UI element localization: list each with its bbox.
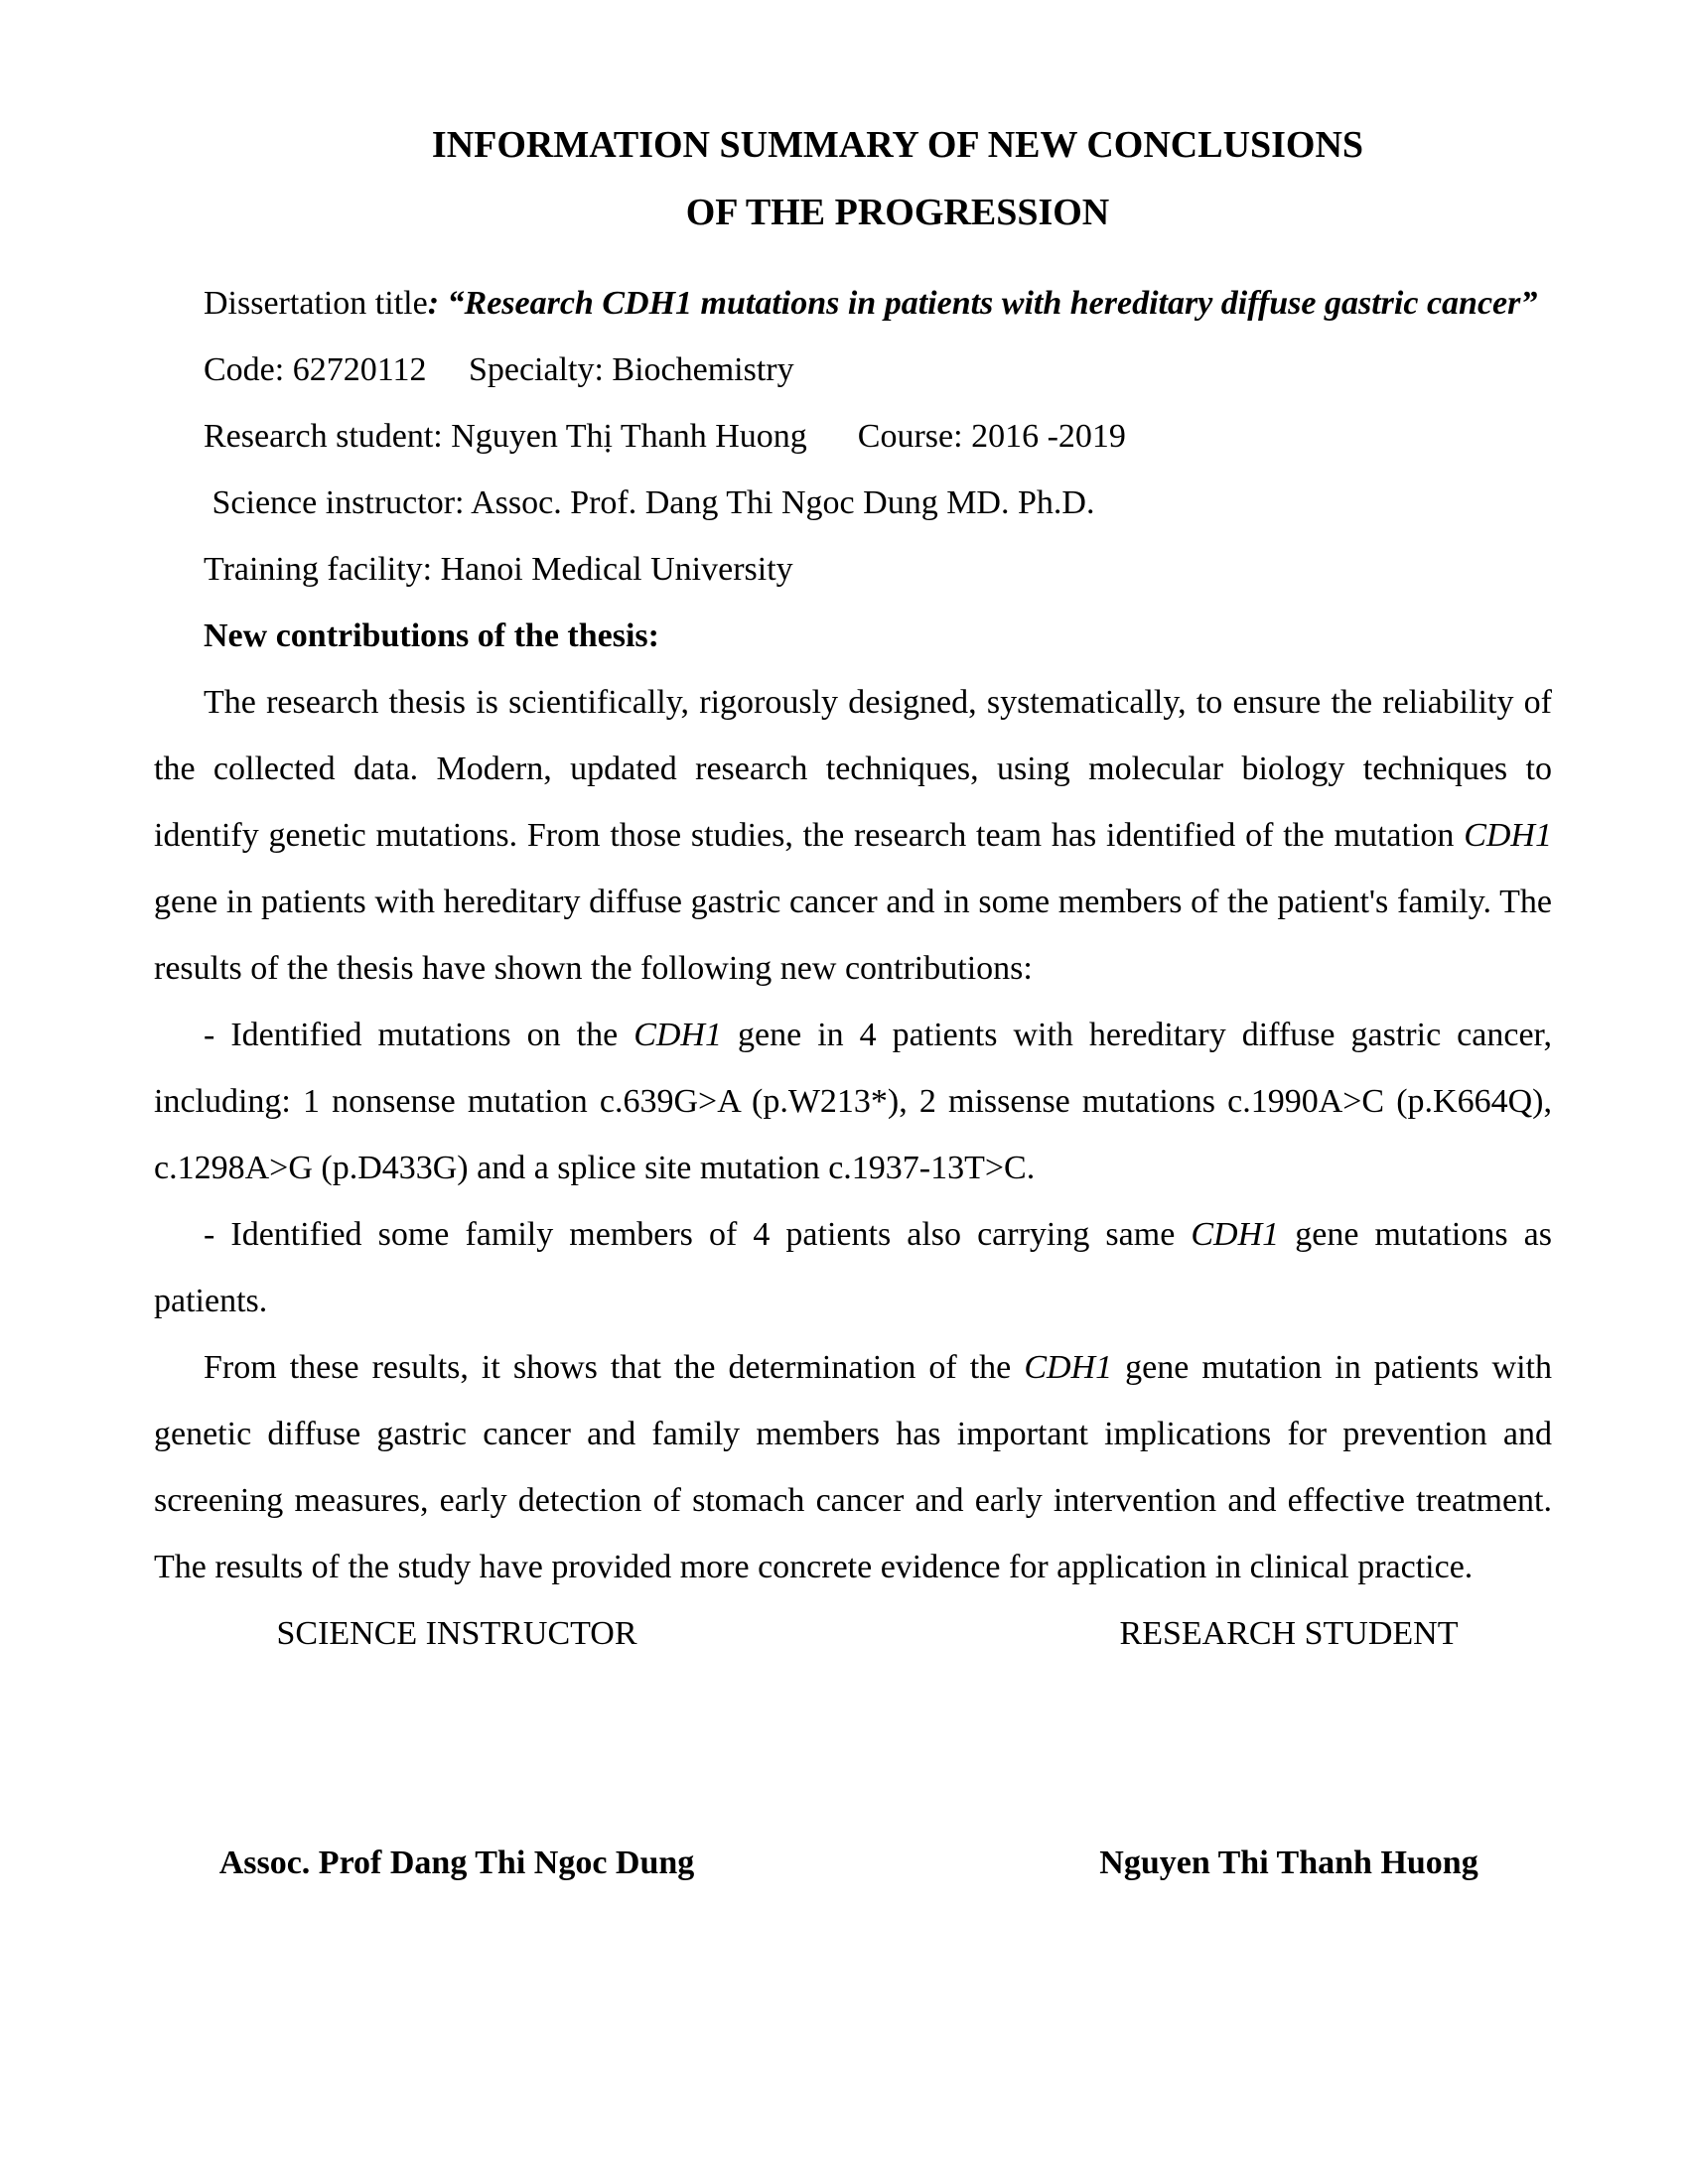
title-line-2: OF THE PROGRESSION: [685, 192, 1110, 233]
body-paragraph-family-members: - Identified some family members of 4 patients also carrying same CDH1 gene mutations as patients.: [154, 1216, 1552, 1319]
signature-name-instructor: Assoc. Prof Dang Thi Ngoc Dung: [218, 1844, 695, 1881]
body-paragraph-overview: The research thesis is scientifically, rigorously designed, systematically, to ensure the reliability of the collected data. Modern, updated research techniques, using molecular biology techniques to identify genetic mutations. From those studies, the research team has identified of the mutation CDH1 gene in patients with hereditary diffuse gastric cancer and in some members of the patient's family. The results of the thesis have shown the following new contributions:: [154, 684, 1552, 987]
signature-names-row: [154, 1830, 1552, 1896]
info-line-code-specialty: Code: 62720112 Specialty: Biochemistry: [204, 351, 794, 388]
dissertation-title-paragraph: Dissertation title: “Research CDH1 mutations in patients with hereditary diffuse gastric cancer”: [204, 285, 1538, 322]
info-line-training-facility: Training facility: Hanoi Medical University: [204, 551, 793, 588]
body-paragraph-conclusion: From these results, it shows that the determination of the CDH1 gene mutation in patients with genetic diffuse gastric cancer and family members has important implications for prevention and screening measures, early detection of stomach cancer and early intervention and effective treatment. The results of the study have provided more concrete evidence for application in clinical practice.: [154, 1349, 1553, 1585]
document-title: [154, 111, 1552, 246]
signature-name-student: Nguyen Thi Thanh Huong: [1099, 1844, 1478, 1881]
signature-roles-row: [154, 1600, 1552, 1667]
signature-role-science-instructor: SCIENCE INSTRUCTOR: [276, 1615, 637, 1652]
section-heading-new-contributions: New contributions of the thesis:: [204, 617, 659, 654]
info-line-research-student: Research student: Nguyen Thị Thanh Huong Course: 2016 -2019: [204, 418, 1126, 455]
title-line-1: INFORMATION SUMMARY OF NEW CONCLUSIONS: [431, 124, 1364, 166]
body-paragraph-mutations-identified: - Identified mutations on the CDH1 gene in 4 patients with hereditary diffuse gastric cancer, including: 1 nonsense mutation c.639G>A (p.W213*), 2 missense mutations c.1990A>C (p.K664Q), c.1298A>G (p.D433G) and a splice site mutation c.1937-13T>C.: [154, 1017, 1552, 1186]
info-line-science-instructor: Science instructor: Assoc. Prof. Dang Thi Ngoc Dung MD. Ph.D.: [204, 484, 1095, 521]
signature-role-research-student: RESEARCH STUDENT: [1119, 1615, 1459, 1652]
